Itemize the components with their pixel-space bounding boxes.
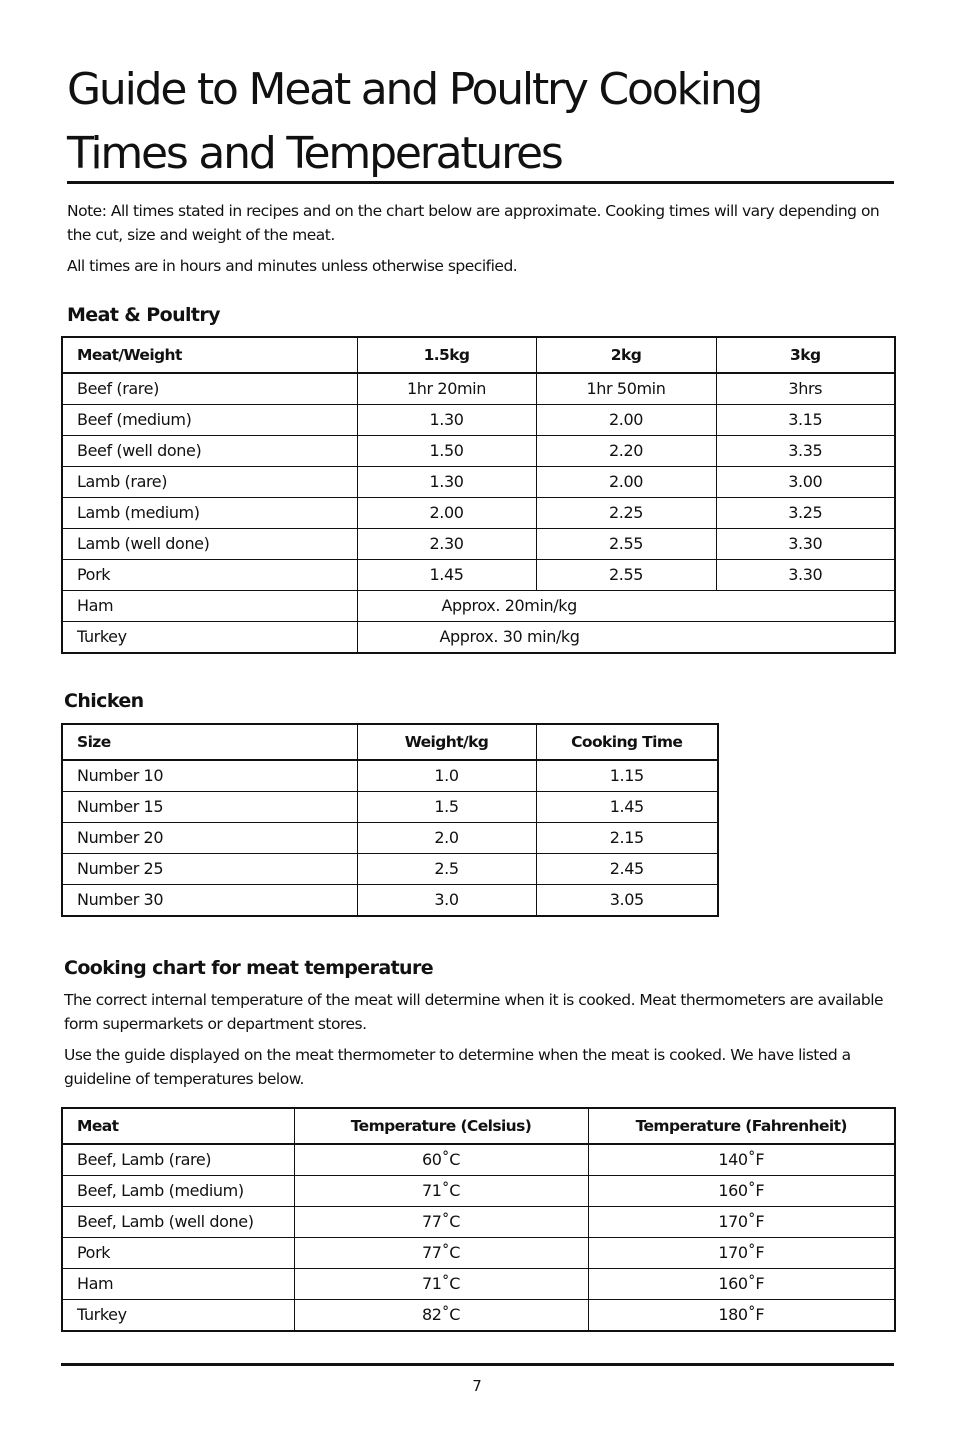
- meat-poultry-heading: Meat & Poultry: [67, 304, 220, 326]
- table-cell: 1.5: [357, 792, 536, 823]
- table-cell: Ham: [62, 1269, 294, 1300]
- table-cell: 2.55: [536, 529, 716, 560]
- table-header-row: [62, 724, 718, 760]
- table-cell-span: Approx. 30 min/kg: [357, 622, 895, 654]
- column-header: 3kg: [716, 337, 895, 373]
- temperature-heading: Cooking chart for meat temperature: [64, 957, 434, 979]
- table-cell: 1.15: [536, 760, 718, 792]
- table-cell: Beef, Lamb (medium): [62, 1176, 294, 1207]
- table-cell-span: Approx. 20min/kg: [357, 591, 895, 622]
- units-note: All times are in hours and minutes unless otherwise specified.: [67, 257, 518, 275]
- footer-divider: [61, 1363, 894, 1366]
- table-cell: Turkey: [62, 622, 357, 654]
- column-header: Meat: [62, 1108, 294, 1144]
- table-cell: Beef, Lamb (well done): [62, 1207, 294, 1238]
- table-cell: Lamb (medium): [62, 498, 357, 529]
- table-cell: 2.20: [536, 436, 716, 467]
- table-cell: 2.45: [536, 854, 718, 885]
- temperature-table: [61, 1107, 896, 1332]
- table-row: [62, 591, 895, 622]
- table-row: [62, 560, 895, 591]
- table-cell: 1.45: [536, 792, 718, 823]
- table-cell: 1.45: [357, 560, 536, 591]
- table-cell: 3.35: [716, 436, 895, 467]
- table-cell: 3.25: [716, 498, 895, 529]
- table-cell: 3.30: [716, 560, 895, 591]
- page-number: 7: [472, 1377, 482, 1395]
- table-row: [62, 529, 895, 560]
- page-title: Guide to Meat and Poultry Cooking Times and Temperatures: [67, 64, 762, 179]
- table-row: [62, 1207, 895, 1238]
- table-row: [62, 854, 718, 885]
- table-cell: 2.0: [357, 823, 536, 854]
- table-row: [62, 1300, 895, 1332]
- table-cell: 77˚C: [294, 1207, 588, 1238]
- table-cell: Number 15: [62, 792, 357, 823]
- table-row: [62, 885, 718, 917]
- note-paragraph: Note: All times stated in recipes and on the chart below are approximate. Cooking times will vary depending on the cut, size and weight of the meat.: [67, 202, 880, 244]
- table-cell: Beef (rare): [62, 373, 357, 405]
- column-header: Weight/kg: [357, 724, 536, 760]
- thermometer-paragraph: Use the guide displayed on the meat thermometer to determine when the meat is cooked. We have listed a guideline of temperatures below.: [64, 1046, 851, 1088]
- table-row: [62, 792, 718, 823]
- table-cell: 2.5: [357, 854, 536, 885]
- table-cell: 3hrs: [716, 373, 895, 405]
- table-row: [62, 1176, 895, 1207]
- table-cell: 2.55: [536, 560, 716, 591]
- table-cell: Turkey: [62, 1300, 294, 1332]
- table-row: [62, 498, 895, 529]
- column-header: Size: [62, 724, 357, 760]
- table-row: [62, 467, 895, 498]
- table-row: [62, 405, 895, 436]
- table-row: [62, 760, 718, 792]
- table-cell: 82˚C: [294, 1300, 588, 1332]
- table-cell: 3.15: [716, 405, 895, 436]
- table-cell: 2.15: [536, 823, 718, 854]
- table-cell: 60˚C: [294, 1144, 588, 1176]
- table-cell: Beef (medium): [62, 405, 357, 436]
- column-header: Temperature (Fahrenheit): [588, 1108, 895, 1144]
- chicken-table: [61, 723, 719, 917]
- table-row: [62, 1269, 895, 1300]
- table-cell: Beef, Lamb (rare): [62, 1144, 294, 1176]
- table-cell: 2.00: [536, 467, 716, 498]
- table-row: [62, 1144, 895, 1176]
- chicken-heading: Chicken: [64, 690, 144, 712]
- meat-poultry-table: [61, 336, 896, 654]
- table-cell: 2.00: [357, 498, 536, 529]
- table-cell: 71˚C: [294, 1269, 588, 1300]
- column-header: 2kg: [536, 337, 716, 373]
- table-cell: 2.00: [536, 405, 716, 436]
- column-header: Cooking Time: [536, 724, 718, 760]
- table-cell: 3.30: [716, 529, 895, 560]
- table-cell: 140˚F: [588, 1144, 895, 1176]
- table-cell: 1.30: [357, 405, 536, 436]
- table-cell: 170˚F: [588, 1207, 895, 1238]
- table-row: [62, 622, 895, 654]
- table-cell: 1hr 50min: [536, 373, 716, 405]
- table-cell: 1.30: [357, 467, 536, 498]
- table-row: [62, 823, 718, 854]
- table-row: [62, 373, 895, 405]
- table-cell: 3.00: [716, 467, 895, 498]
- temperature-paragraph: The correct internal temperature of the meat will determine when it is cooked. Meat thermometers are available form supermarkets or department stores.: [64, 991, 884, 1033]
- title-divider: [67, 181, 894, 184]
- table-cell: Number 30: [62, 885, 357, 917]
- table-cell: Pork: [62, 1238, 294, 1269]
- table-cell: Pork: [62, 560, 357, 591]
- table-cell: 1.50: [357, 436, 536, 467]
- table-cell: 160˚F: [588, 1269, 895, 1300]
- column-header: Meat/Weight: [62, 337, 357, 373]
- table-cell: Lamb (well done): [62, 529, 357, 560]
- table-cell: 3.05: [536, 885, 718, 917]
- column-header: Temperature (Celsius): [294, 1108, 588, 1144]
- table-cell: 2.30: [357, 529, 536, 560]
- table-row: [62, 1238, 895, 1269]
- table-cell: 2.25: [536, 498, 716, 529]
- table-cell: 1.0: [357, 760, 536, 792]
- table-cell: 180˚F: [588, 1300, 895, 1332]
- table-cell: 160˚F: [588, 1176, 895, 1207]
- table-cell: Number 10: [62, 760, 357, 792]
- table-cell: 3.0: [357, 885, 536, 917]
- table-cell: 71˚C: [294, 1176, 588, 1207]
- table-cell: Ham: [62, 591, 357, 622]
- table-row: [62, 436, 895, 467]
- table-header-row: [62, 1108, 895, 1144]
- table-cell: 1hr 20min: [357, 373, 536, 405]
- table-cell: Lamb (rare): [62, 467, 357, 498]
- table-cell: 77˚C: [294, 1238, 588, 1269]
- table-cell: Number 25: [62, 854, 357, 885]
- table-cell: Beef (well done): [62, 436, 357, 467]
- table-cell: 170˚F: [588, 1238, 895, 1269]
- table-cell: Number 20: [62, 823, 357, 854]
- table-header-row: [62, 337, 895, 373]
- column-header: 1.5kg: [357, 337, 536, 373]
